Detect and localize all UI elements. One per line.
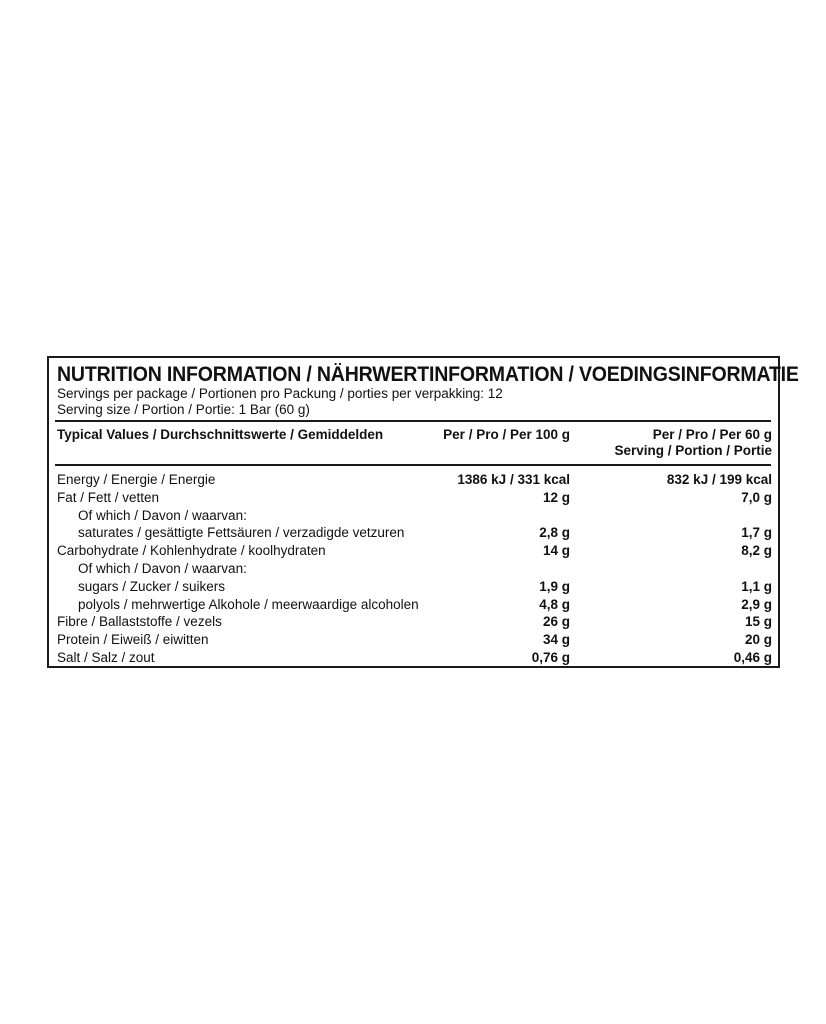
value-per-serving: 1,7 g <box>741 525 772 541</box>
value-per-serving: 1,1 g <box>741 578 772 594</box>
value-per-serving: 832 kJ / 199 kcal <box>666 472 772 487</box>
header-per-serving-line2: Serving / Portion / Portie <box>614 443 772 458</box>
row-energy <box>57 471 772 489</box>
nutrient-name: Salt / Salz / zout <box>57 649 155 665</box>
value-per-100g: 26 g <box>542 614 570 630</box>
row-carbohydrate-of-which <box>57 560 772 578</box>
nutrient-name: polyols / mehrwertige Alkohole / meerwaardige alcoholen <box>78 596 419 612</box>
nutrient-name: Energy / Energie / Energie <box>57 472 216 487</box>
header-top-rule <box>55 420 771 422</box>
value-per-100g: 0,76 g <box>531 649 570 665</box>
value-per-serving: 15 g <box>744 614 772 630</box>
nutrient-name: Of which / Davon / waarvan: <box>78 560 247 576</box>
value-per-100g: 1,9 g <box>539 578 570 594</box>
row-polyols <box>57 596 772 614</box>
row-sugars <box>57 578 772 596</box>
value-per-100g: 4,8 g <box>539 596 570 612</box>
serving-size: Serving size / Portion / Portie: 1 Bar (60 g) <box>57 402 310 417</box>
value-per-100g: 12 g <box>542 489 570 505</box>
servings-per-package: Servings per package / Portionen pro Packung / porties per verpakking: 12 <box>57 386 503 401</box>
nutrient-name: Protein / Eiweiß / eiwitten <box>57 632 209 648</box>
row-fat-of-which <box>57 507 772 525</box>
value-per-100g: 14 g <box>542 543 570 559</box>
nutrient-name: Fat / Fett / vetten <box>57 489 160 505</box>
label-title: NUTRITION INFORMATION / NÄHRWERTINFORMATION / VOEDINGSINFORMATIE <box>57 363 799 386</box>
nutrient-name: Of which / Davon / waarvan: <box>78 507 247 523</box>
row-salt <box>57 649 772 667</box>
row-protein <box>57 631 772 649</box>
value-per-100g: 2,8 g <box>539 525 570 541</box>
row-fibre <box>57 613 772 631</box>
nutrient-name: sugars / Zucker / suikers <box>78 578 226 594</box>
nutrient-rows <box>57 471 772 667</box>
value-per-100g: 34 g <box>542 632 570 648</box>
value-per-100g: 1386 kJ / 331 kcal <box>457 472 570 487</box>
row-saturates <box>57 524 772 542</box>
value-per-serving: 7,0 g <box>741 489 772 505</box>
row-fat <box>57 489 772 507</box>
nutrient-name: Fibre / Ballaststoffe / vezels <box>57 614 222 630</box>
nutrient-name: saturates / gesättigte Fettsäuren / verzadigde vetzuren <box>78 525 405 541</box>
value-per-serving: 20 g <box>744 632 772 648</box>
header-per-100g: Per / Pro / Per 100 g <box>443 427 570 442</box>
header-per-serving-line1: Per / Pro / Per 60 g <box>652 427 772 442</box>
row-carbohydrate <box>57 542 772 560</box>
nutrient-name: Carbohydrate / Kohlenhydrate / koolhydraten <box>57 543 326 559</box>
nutrition-label <box>47 356 799 668</box>
header-per-serving <box>614 427 772 459</box>
header-typical-values: Typical Values / Durchschnittswerte / Gemiddelden <box>57 427 384 442</box>
value-per-serving: 2,9 g <box>741 596 772 612</box>
value-per-serving: 0,46 g <box>733 649 772 665</box>
header-bottom-rule <box>55 464 771 466</box>
value-per-serving: 8,2 g <box>741 543 772 559</box>
